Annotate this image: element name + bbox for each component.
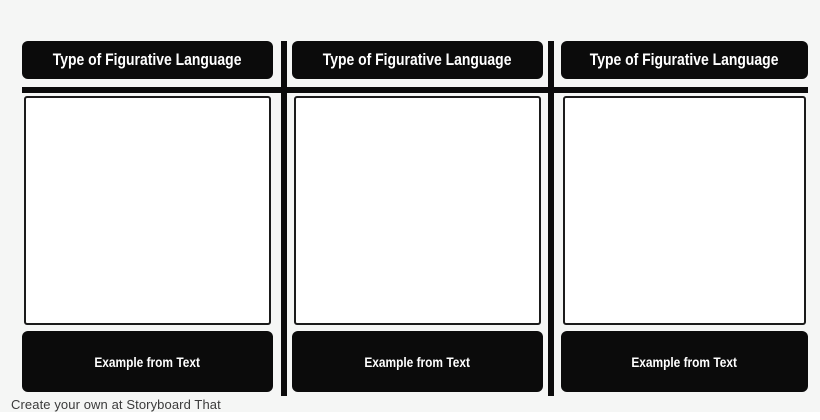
column-2-header [292,41,543,79]
column-1-footer-label: Example from Text [94,353,201,370]
column-3-header-label: Type of Figurative Language [590,50,779,69]
column-1-header [22,41,273,79]
column-1-header-label: Type of Figurative Language [53,50,242,69]
figurative-language-column-1 [22,0,273,420]
figurative-language-column-2 [292,0,543,420]
figurative-language-column-3 [561,0,808,420]
column-1-illustration-cell[interactable] [24,96,271,325]
vertical-divider-bar-2 [548,41,554,396]
column-3-header [561,41,808,79]
bottom-edge-strip [0,412,820,420]
column-3-illustration-cell[interactable] [563,96,806,325]
column-2-footer [292,331,543,392]
vertical-divider-bar-1 [281,41,287,396]
column-2-illustration-cell[interactable] [294,96,541,325]
storyboard-that-watermark: Create your own at Storyboard That [11,397,221,412]
column-3-footer-label: Example from Text [631,353,738,370]
column-3-footer [561,331,808,392]
column-2-header-label: Type of Figurative Language [323,50,512,69]
column-1-footer [22,331,273,392]
column-2-footer-label: Example from Text [364,353,471,370]
